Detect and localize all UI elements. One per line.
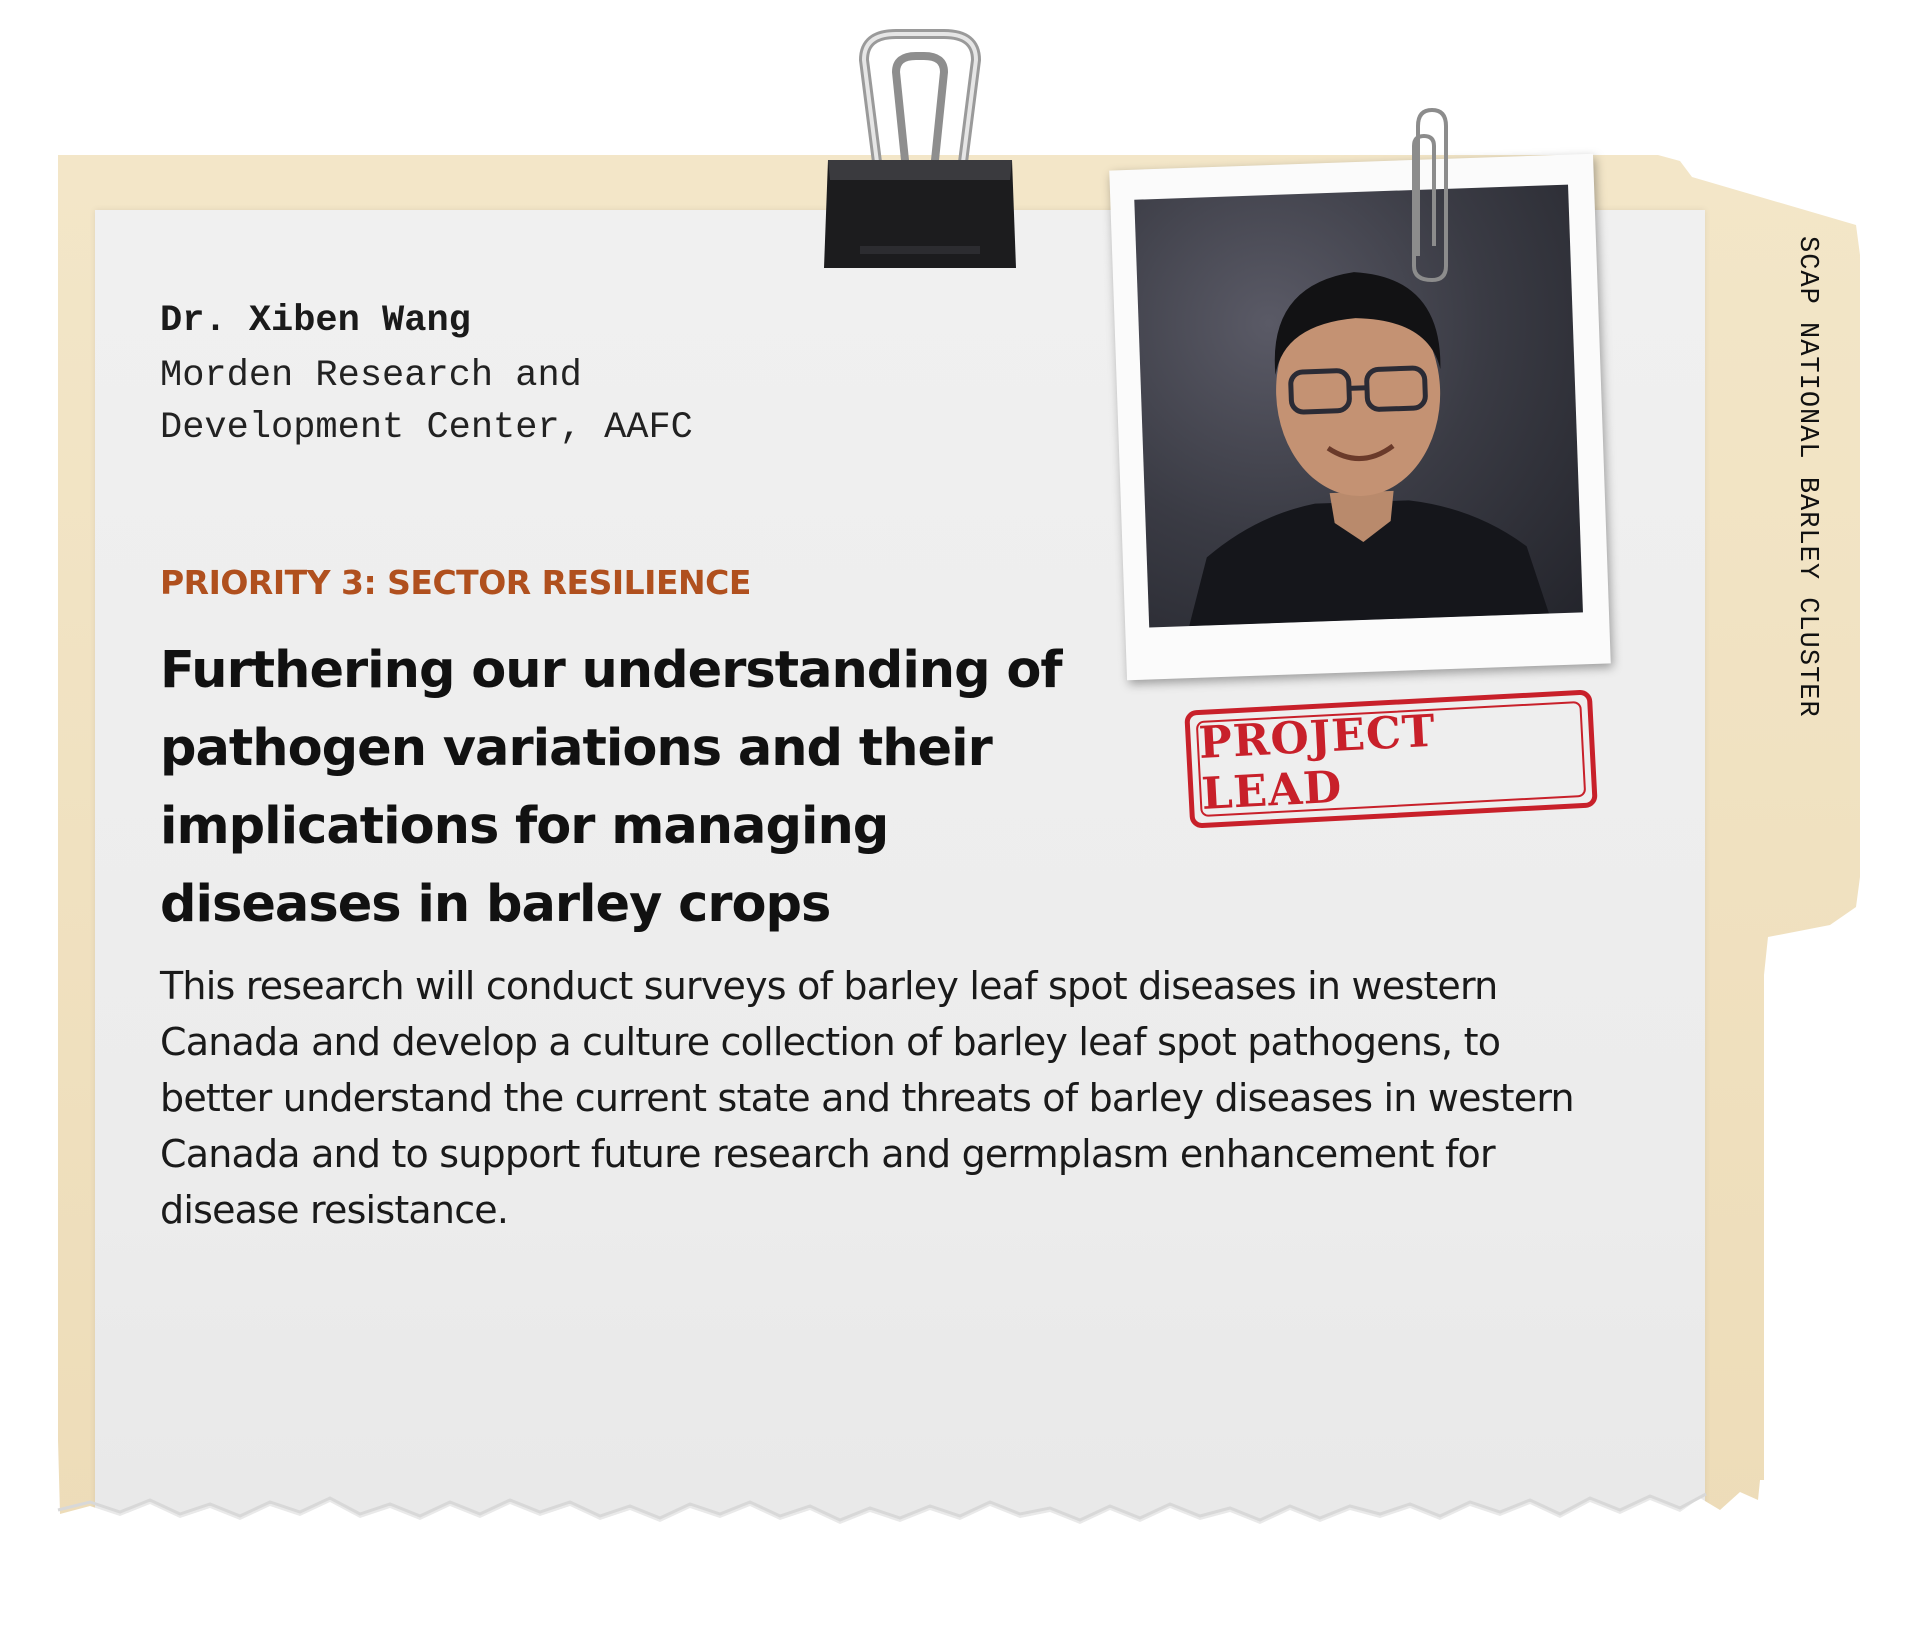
priority-label: PRIORITY 3: SECTOR RESILIENCE (160, 563, 751, 602)
description-line-2: Canada and develop a culture collection of barley leaf spot pathogens, to (160, 1020, 1501, 1064)
stamp-label: PROJECT LEAD (1197, 705, 1438, 820)
torn-paper-edge (0, 1440, 1920, 1644)
paperclip-icon (1404, 106, 1454, 284)
project-title-line-1: Furthering our understanding of (160, 641, 1062, 700)
stamp-inner-border (1196, 701, 1586, 820)
project-title-line-3: implications for managing (160, 797, 889, 856)
description-line-3: better understand the current state and threats of barley diseases in western (160, 1076, 1574, 1120)
description-line-5: disease resistance. (160, 1188, 509, 1232)
portrait-illustration (1134, 185, 1583, 628)
description-line-1: This research will conduct surveys of barley leaf spot diseases in western (160, 964, 1498, 1008)
description-line-4: Canada and to support future research and germplasm enhancement for (160, 1132, 1495, 1176)
project-title-line-2: pathogen variations and their (160, 719, 992, 778)
organization (160, 350, 880, 454)
folder-tab-label: SCAP NATIONAL BARLEY CLUSTER (1792, 236, 1822, 718)
project-description (160, 958, 1650, 1238)
binder-clip-icon (820, 20, 1020, 272)
project-lead-stamp (1184, 689, 1598, 828)
polaroid-photo-frame (1109, 154, 1611, 681)
project-title (160, 632, 1120, 944)
portrait-photo (1134, 185, 1583, 628)
person-name: Dr. Xiben Wang (160, 300, 471, 342)
project-title-line-4: diseases in barley crops (160, 875, 831, 934)
organization-line-2: Development Center, AAFC (160, 407, 693, 449)
organization-line-1: Morden Research and (160, 355, 582, 397)
